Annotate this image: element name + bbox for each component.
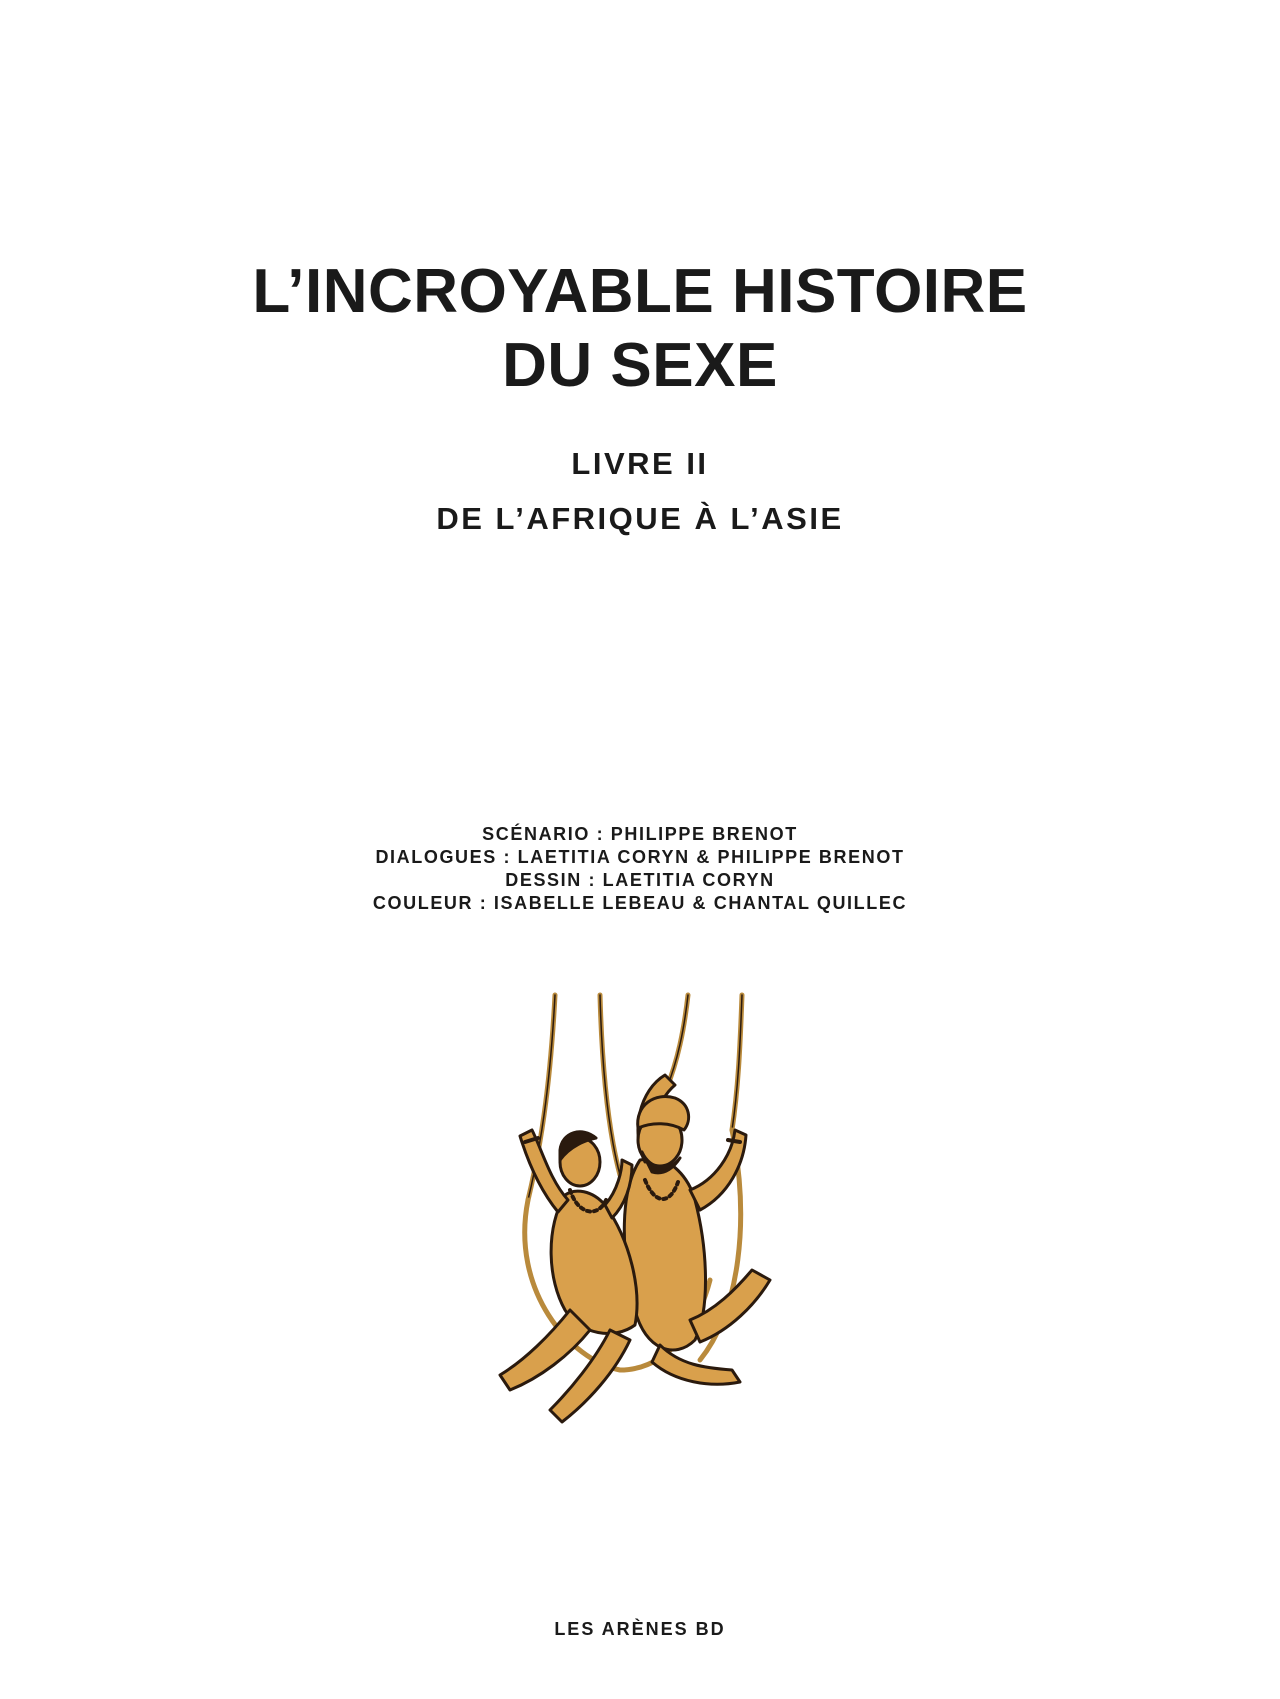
credit-dialogues: DIALOGUES : LAETITIA CORYN & PHILIPPE BRENOT bbox=[375, 847, 905, 867]
book-title-line-1: L’INCROYABLE HISTOIRE bbox=[252, 257, 1028, 326]
swinging-couple-illustration bbox=[470, 990, 810, 1490]
publisher-name: LES ARÈNES BD bbox=[554, 1619, 726, 1639]
book-subtitle bbox=[0, 436, 1280, 546]
credit-drawing: DESSIN : LAETITIA CORYN bbox=[505, 870, 775, 890]
volume-title: DE L’AFRIQUE À L’ASIE bbox=[436, 501, 844, 536]
credit-color: COULEUR : ISABELLE LEBEAU & CHANTAL QUILLEC bbox=[372, 893, 908, 913]
book-title-line-2: DU SEXE bbox=[502, 331, 778, 400]
credits-block bbox=[0, 823, 1280, 915]
volume-label: LIVRE II bbox=[571, 446, 709, 481]
book-title bbox=[0, 255, 1280, 403]
credit-scenario: SCÉNARIO : PHILIPPE BRENOT bbox=[482, 824, 798, 844]
